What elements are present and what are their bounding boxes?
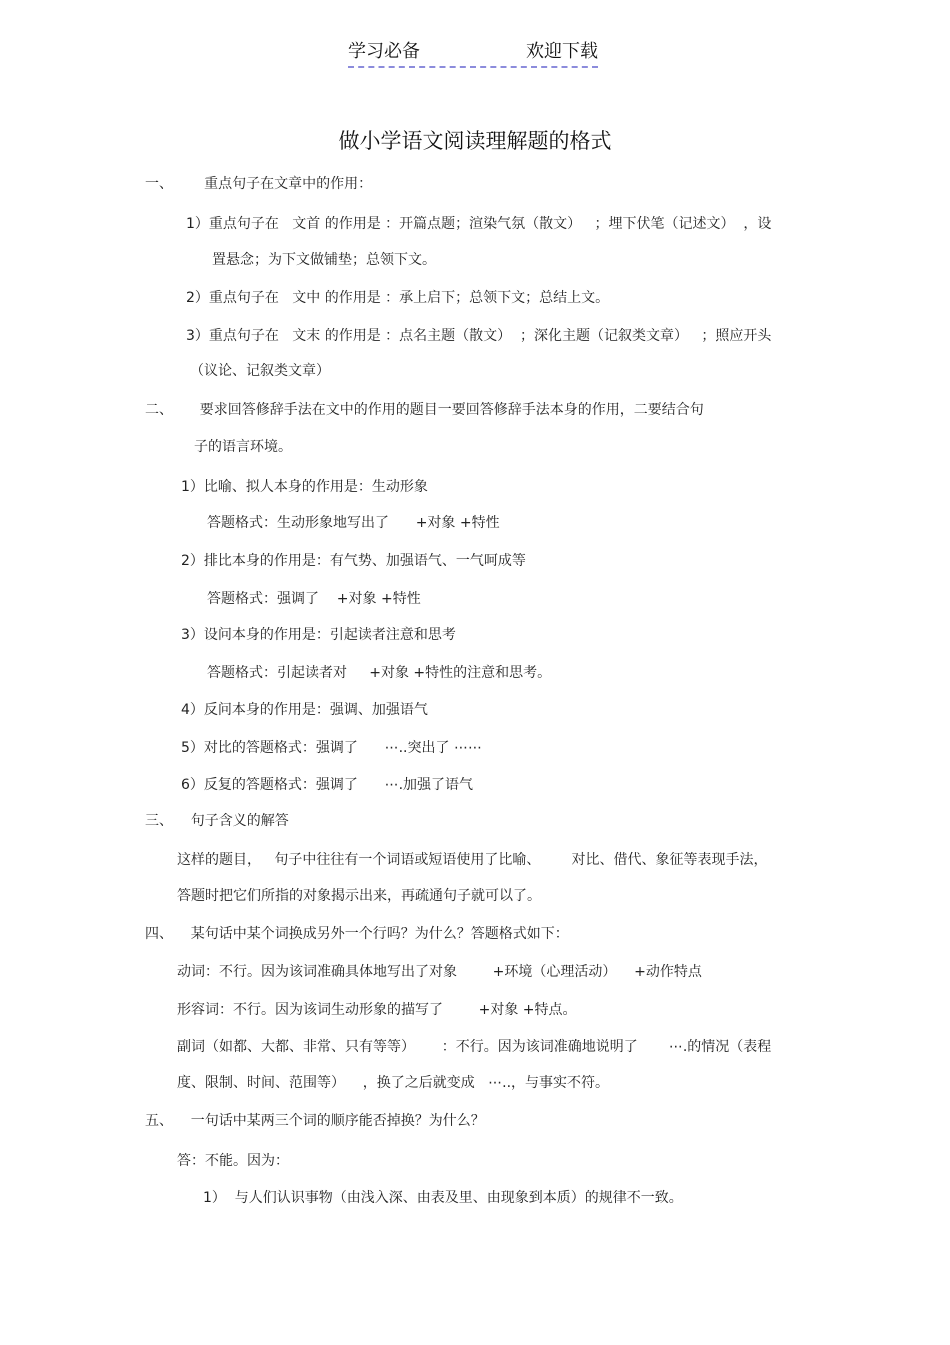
list-item: 6）反复的答题格式：强调了 ⋯.加强了语气 [181,777,474,793]
header-left-text: 学习必备 [348,41,420,62]
list-item: 3）设问本身的作用是：引起读者注意和思考 [181,627,456,643]
list-item: 1）比喻、拟人本身的作用是：生动形象 [181,479,428,495]
paragraph: 度、限制、时间、范围等） ，换了之后就变成 ⋯..，与事实不符。 [177,1075,610,1091]
paragraph: 形容词：不行。因为该词生动形象的描写了 +对象 +特点。 [177,1002,577,1018]
paragraph: 这样的题目， 句子中往往有一个词语或短语使用了比喻、 对比、借代、象征等表现手法， [177,852,768,868]
list-item: 3）重点句子在 文末 的作用是 ：点名主题（散文） ；深化主题（记叙类文章） ；照应开头 [186,328,772,344]
list-item: 1）重点句子在 文首 的作用是 ：开篇点题；渲染气氛（散文） ；埋下伏笔（记述文） ，设 [186,216,772,232]
paragraph: 副词（如都、大都、非常、只有等等） ：不行。因为该词准确地说明了 ⋯.的情况（表程 [177,1039,772,1055]
section-heading-2: 二、 要求回答修辞手法在文中的作用的题目一要回答修辞手法本身的作用，二要结合句 [145,402,704,418]
paragraph: 答：不能。因为： [177,1153,289,1169]
list-item: 2）排比本身的作用是：有气势、加强语气、一气呵成等 [181,553,526,569]
list-item-continuation: 置悬念；为下文做铺垫；总领下文。 [212,252,436,268]
list-item-continuation: （议论、记叙类文章） [190,363,330,379]
list-item: 2）重点句子在 文中 的作用是 ：承上启下；总领下文；总结上文。 [186,290,610,306]
answer-format: 答题格式：引起读者对 +对象 +特性的注意和思考。 [207,665,552,681]
header-right-text: 欢迎下载 [526,41,598,62]
paragraph: 答题时把它们所指的对象揭示出来，再疏通句子就可以了。 [177,888,541,904]
section-heading-4: 四、 某句话中某个词换成另外一个行吗？为什么？答题格式如下： [145,926,569,942]
paragraph: 动词：不行。因为该词准确具体地写出了对象 +环境（心理活动） +动作特点 [177,964,702,980]
answer-format: 答题格式：强调了 +对象 +特性 [207,591,421,607]
page-header [348,40,598,68]
list-item: 5）对比的答题格式：强调了 ⋯..突出了 ⋯⋯ [181,740,482,756]
list-item: 1） 与人们认识事物（由浅入深、由表及里、由现象到本质）的规律不一致。 [203,1190,683,1206]
document-title: 做小学语文阅读理解题的格式 [338,129,612,153]
list-item: 4）反问本身的作用是：强调、加强语气 [181,702,428,718]
section-heading-5: 五、 一句话中某两三个词的顺序能否掉换？为什么？ [145,1113,485,1129]
section-heading-3: 三、 句子含义的解答 [145,813,289,829]
section-heading-1: 一、 重点句子在文章中的作用： [145,176,373,192]
answer-format: 答题格式：生动形象地写出了 +对象 +特性 [207,515,500,531]
section-heading-continuation: 子的语言环境。 [194,439,292,455]
